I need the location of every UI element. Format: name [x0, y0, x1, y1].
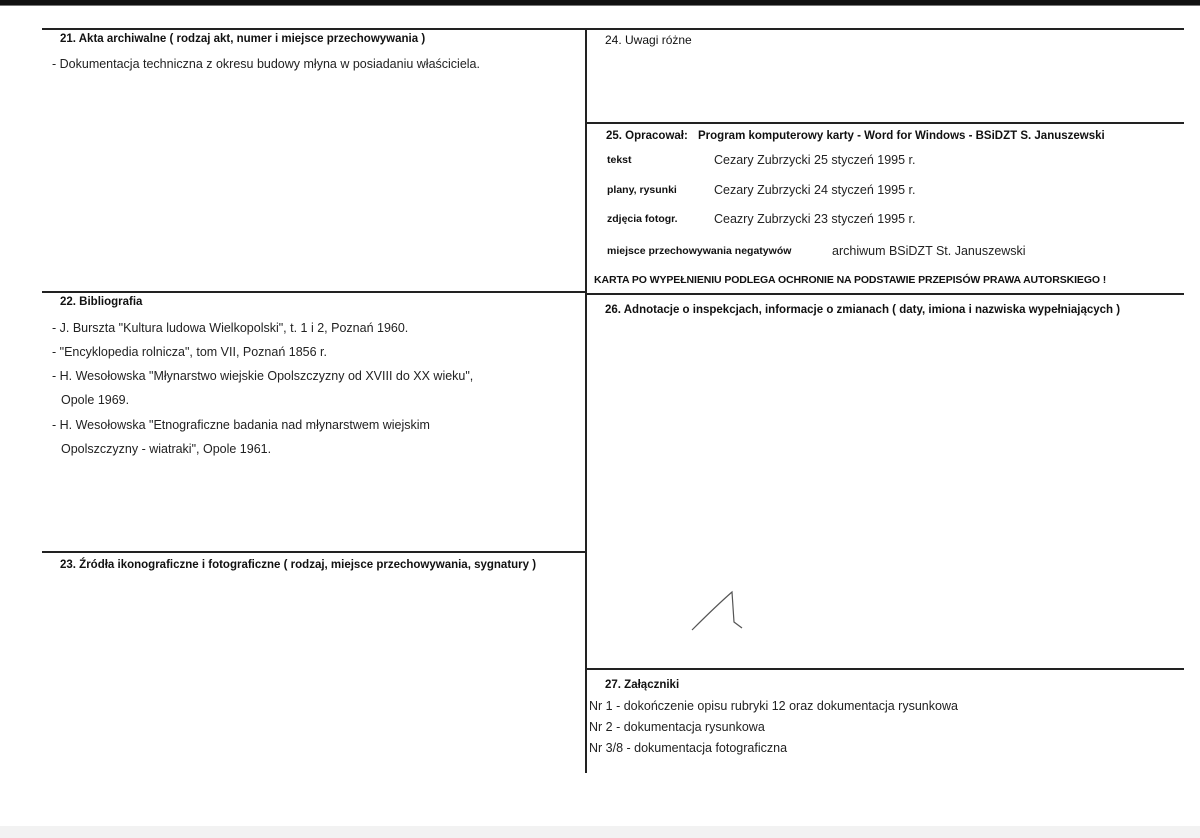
section-24-title: 24. Uwagi różne	[605, 33, 692, 47]
section-23-title: 23. Źródła ikonograficzne i fotograficzne ( rodzaj, miejsce przechowywania, sygnatury )	[60, 559, 537, 571]
section-22-title: 22. Bibliografia	[60, 296, 143, 308]
attachment-item: Nr 1 - dokończenie opisu rubryki 12 oraz dokumentacja rysunkowa	[589, 699, 958, 713]
rule-s23-top	[42, 551, 586, 553]
section-27-title: 27. Załączniki	[605, 679, 680, 691]
bibliography-item-continued: Opolszczyzny - wiatraki", Opole 1961.	[61, 442, 272, 456]
bibliography-item: - "Encyklopedia rolnicza", tom VII, Poznań 1856 r.	[52, 345, 327, 359]
bibliography-item: - H. Wesołowska "Młynarstwo wiejskie Opolszczyzny od XVIII do XX wieku",	[52, 369, 474, 383]
s25-row-label-tekst: tekst	[607, 154, 632, 166]
s25-negatives-value: archiwum BSiDZT St. Januszewski	[832, 244, 1026, 258]
attachment-item: Nr 2 - dokumentacja rysunkowa	[589, 720, 765, 734]
rule-s27-top	[586, 668, 1184, 670]
s25-row-value-tekst: Cezary Zubrzycki 25 styczeń 1995 r.	[714, 153, 916, 167]
center-divider	[585, 28, 587, 773]
rule-s26-top	[586, 293, 1184, 295]
copyright-notice: KARTA PO WYPEŁNIENIU PODLEGA OCHRONIE NA PODSTAWIE PRZEPISÓW PRAWA AUTORSKIEGO !	[594, 274, 1107, 286]
s25-row-value-zdjecia: Ceazry Zubrzycki 23 styczeń 1995 r.	[714, 212, 916, 226]
section-21-line: - Dokumentacja techniczna z okresu budowy młyna w posiadaniu właściciela.	[52, 57, 480, 71]
attachment-item: Nr 3/8 - dokumentacja fotograficzna	[589, 741, 788, 755]
section-25-program: Program komputerowy karty - Word for Windows - BSiDZT S. Januszewski	[698, 130, 1105, 142]
section-25-label: 25. Opracował:	[606, 130, 688, 142]
bibliography-item: - H. Wesołowska "Etnograficzne badania nad młynarstwem wiejskim	[52, 418, 430, 432]
scan-bottom-band	[0, 826, 1200, 838]
pen-mark	[690, 588, 750, 638]
bibliography-item: - J. Burszta "Kultura ludowa Wielkopolski", t. 1 i 2, Poznań 1960.	[52, 321, 409, 335]
s25-row-label-plany: plany, rysunki	[607, 184, 677, 196]
rule-s25-top	[586, 122, 1184, 124]
top-rule-right	[586, 28, 1184, 30]
bibliography-item-continued: Opole 1969.	[61, 393, 130, 407]
section-21-title: 21. Akta archiwalne ( rodzaj akt, numer i miejsce przechowywania )	[60, 33, 426, 45]
s25-row-value-plany: Cezary Zubrzycki 24 styczeń 1995 r.	[714, 183, 916, 197]
scan-edge-line	[0, 5, 1200, 6]
s25-row-label-zdjecia: zdjęcia fotogr.	[607, 213, 678, 225]
s25-negatives-label: miejsce przechowywania negatywów	[607, 245, 792, 257]
section-26-title: 26. Adnotacje o inspekcjach, informacje o zmianach ( daty, imiona i nazwiska wypełniających )	[605, 304, 1121, 316]
top-rule-left	[42, 28, 586, 30]
rule-s22-top	[42, 291, 586, 293]
